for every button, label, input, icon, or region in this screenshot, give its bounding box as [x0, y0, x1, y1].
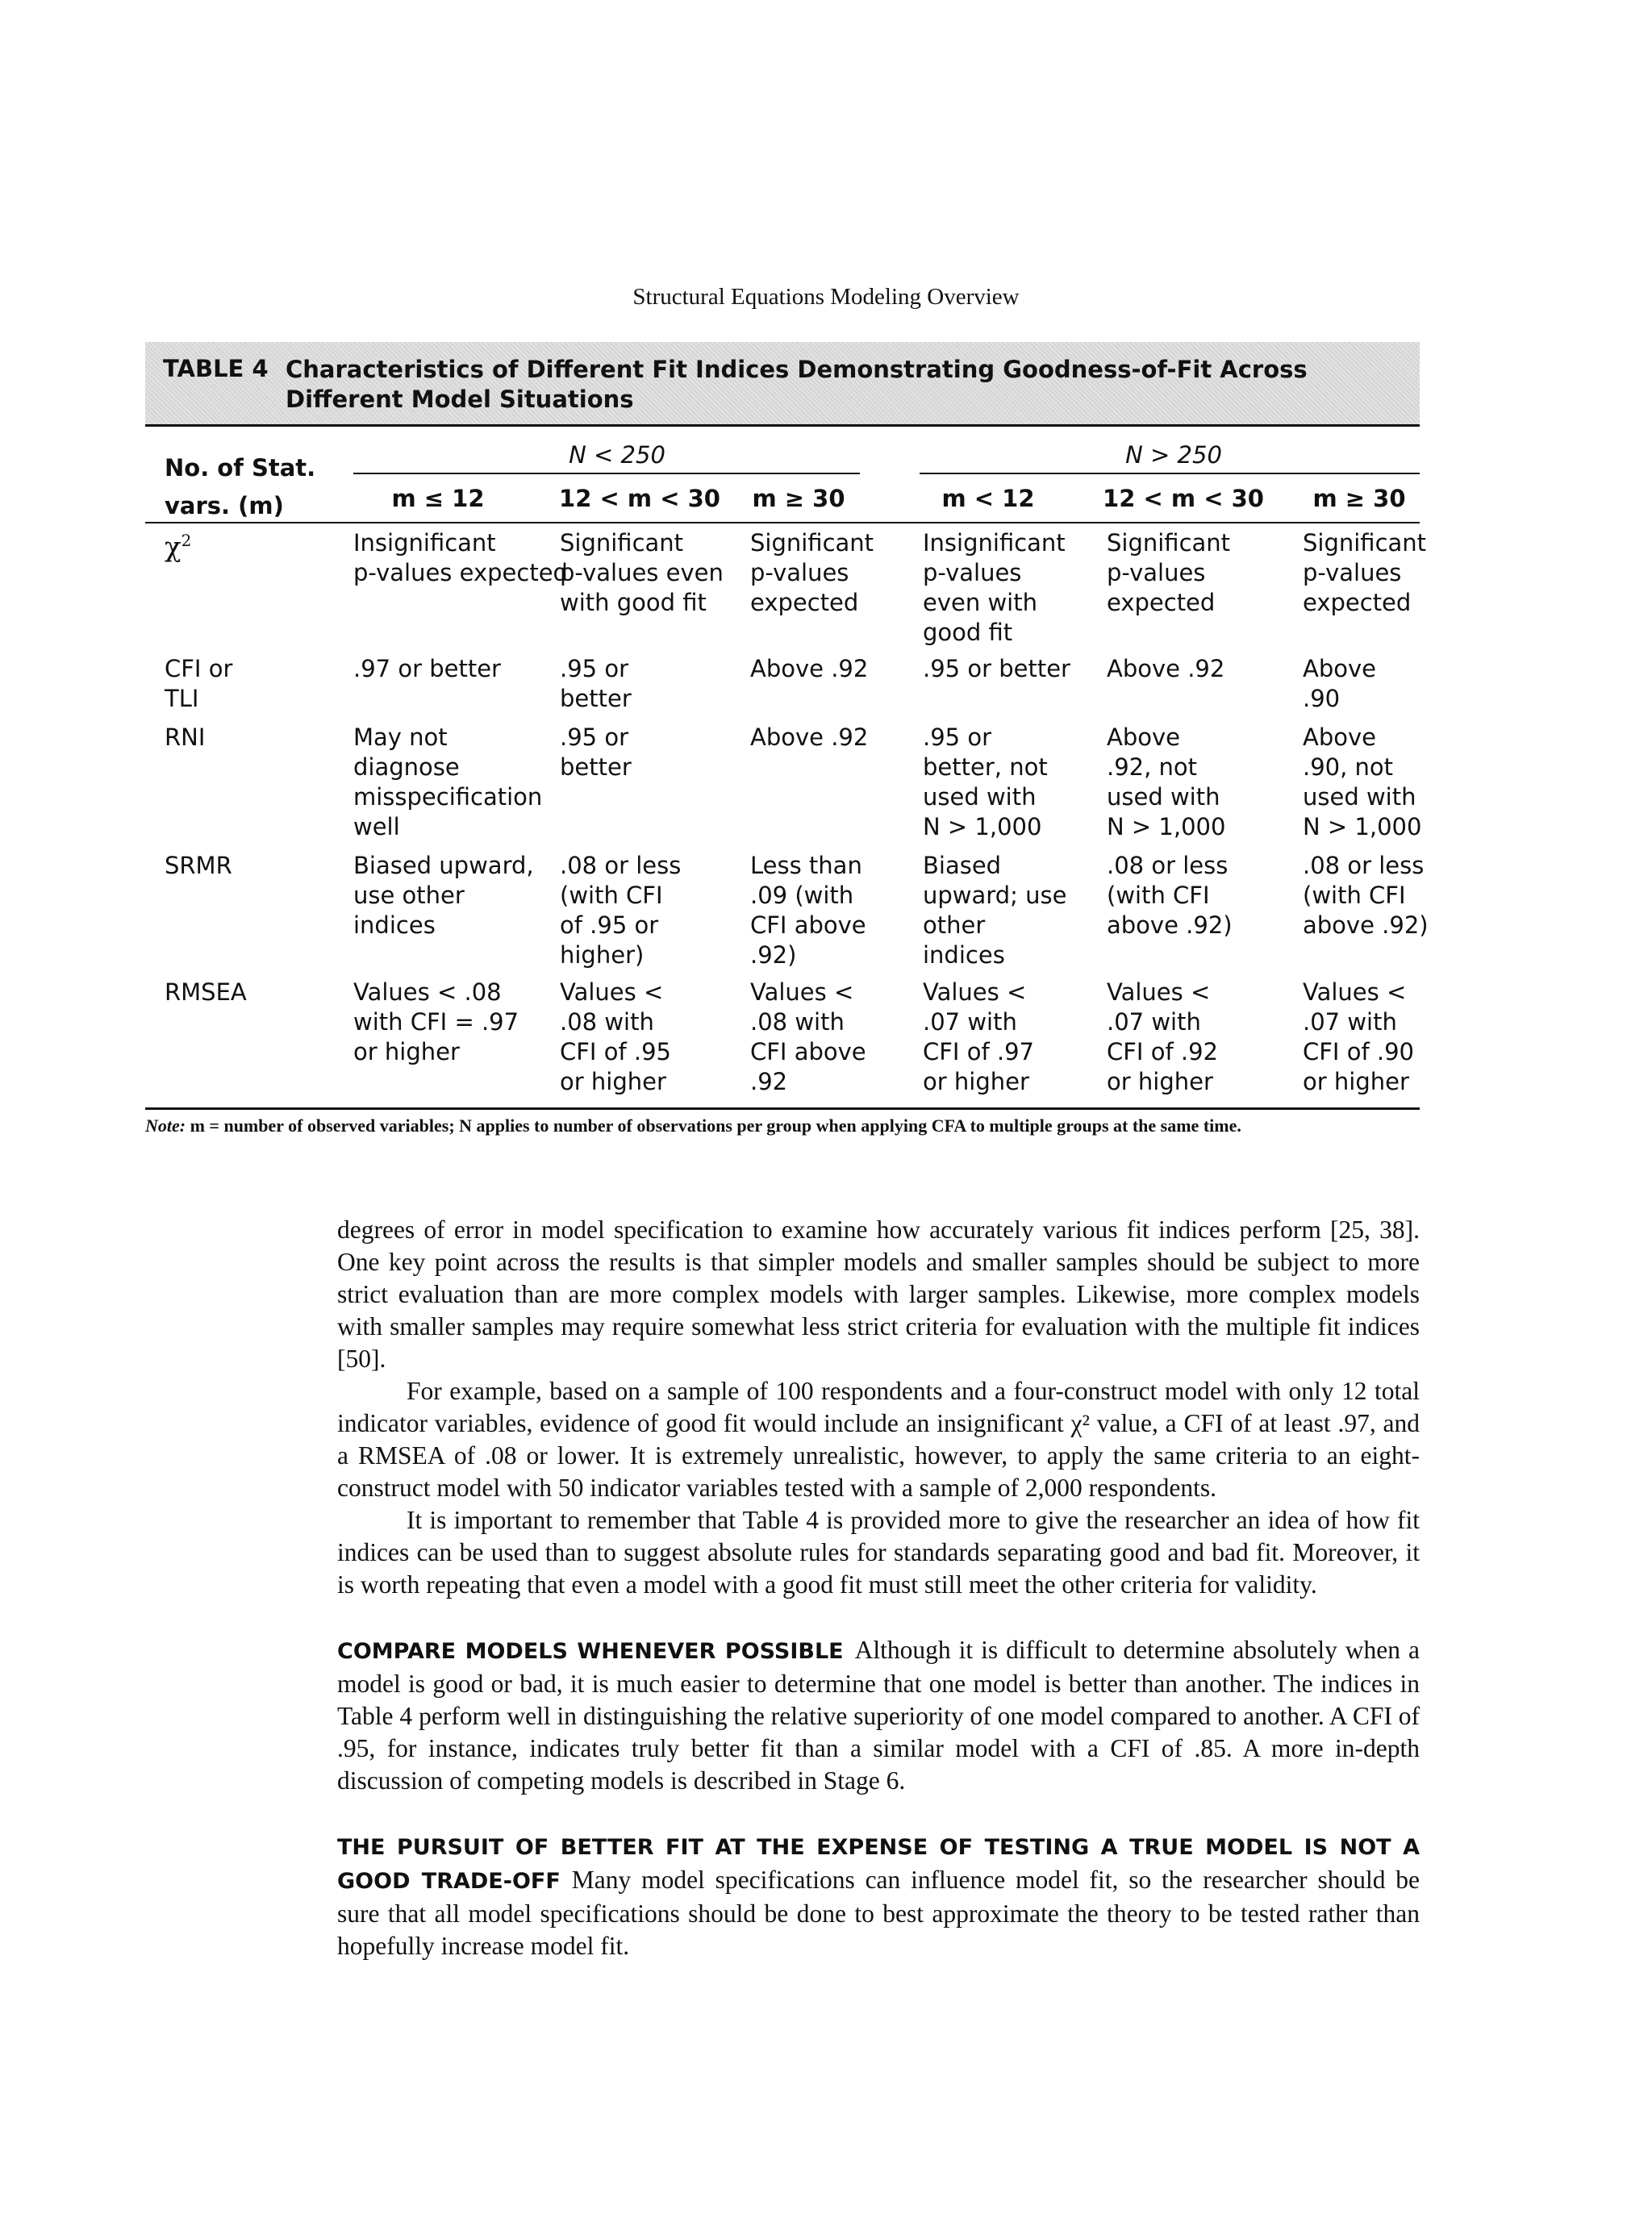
section-text-compare-models: Although it is difficult to determine absolutely when a model is good or bad, it is much easier to determine that one model is better than another. The indices in Table 4 perform well in distinguishing the relative superiority of one model compared to another. A CFI of .95, for instance, indicates truly better fit than a similar model with a CFI of .85. A more in-depth discussion of competing models is described in Stage 6.	[337, 1636, 1420, 1795]
group-header-rule-right	[920, 473, 1420, 474]
section-heading-compare-models: COMPARE MODELS WHENEVER POSSIBLE	[337, 1639, 844, 1664]
section-pursuit-better-fit	[337, 1830, 1420, 1962]
col-header-5: 12 < m < 30	[1103, 485, 1264, 512]
running-head: Structural Equations Modeling Overview	[632, 284, 1020, 310]
section-text-pursuit-better-fit: Many model specifications can influence model fit, so the researcher should be sure that all model specifications should be done to best approximate the theory to be tested rather than hopefully increase model fit.	[337, 1866, 1420, 1960]
row-label-rmsea: RMSEA	[165, 978, 247, 1006]
note-label: Note:	[145, 1115, 186, 1136]
paragraph-1: degrees of error in model specification to examine how accurately various fit indices perform [25, 38]. One key point across the results is that simpler models and smaller samples should be subject to more strict evaluation than are more complex models with larger samples. Likewise, more complex models with smaller samples may require somewhat less strict criteria for evaluation with the multiple fit indices [50].	[337, 1215, 1420, 1373]
table-cell: Above .90, not used with N > 1,000	[1303, 723, 1422, 840]
note-text: m = number of observed variables; N applies to number of observations per group when applying CFA to multiple groups at the same time.	[186, 1115, 1241, 1136]
col-header-2: 12 < m < 30	[559, 485, 720, 512]
table-cell: Above .92	[1107, 655, 1225, 682]
table-bottom-rule	[145, 1107, 1420, 1110]
stub-header	[165, 453, 315, 521]
chi-superscript: 2	[181, 531, 192, 550]
table-cell: Values < .08 with CFI = .97 or higher	[353, 978, 519, 1065]
table-cell: Above .92	[750, 655, 869, 682]
table-cell: Significant p-values expected	[750, 529, 874, 616]
table-caption: Characteristics of Different Fit Indices Demonstrating Goodness-of-Fit Across Different Model Situations	[286, 356, 1308, 413]
table-cell: Values < .08 with CFI of .95 or higher	[560, 978, 671, 1095]
table-cell: Above .92, not used with N > 1,000	[1107, 723, 1226, 840]
row-label-cfi-tli: CFI or TLI	[165, 655, 233, 712]
table-cell: Biased upward, use other indices	[353, 852, 534, 939]
table-cell: Biased upward; use other indices	[923, 852, 1067, 969]
section-compare-models	[337, 1634, 1420, 1797]
table-header-rule	[145, 522, 1420, 523]
table-cell: .08 or less (with CFI of .95 or higher)	[560, 852, 682, 969]
group-header-n-gt-250: N > 250	[1125, 441, 1222, 469]
paragraph-3: It is important to remember that Table 4 is provided more to give the researcher an idea of how fit indices can be used than to suggest absolute rules for standards separating good and bad fit. Moreover, it is worth repeating that even a model with a good fit must still meet the other criteria for validity.	[337, 1506, 1420, 1599]
table-note	[145, 1115, 1436, 1136]
table-cell: Above .92	[750, 723, 869, 751]
body-text	[337, 1214, 1420, 1962]
row-label-srmr: SRMR	[165, 852, 232, 879]
stub-header-line1: No. of Stat.	[165, 454, 316, 482]
table-cell: Significant p-values even with good fit	[560, 529, 724, 616]
table-label: TABLE 4	[163, 355, 269, 382]
group-header-rule-left	[353, 473, 860, 474]
paragraph-2: For example, based on a sample of 100 respondents and a four-construct model with only 12 total indicator variables, evidence of good fit would include an insignificant χ² value, a CFI of at least .97, and a RMSEA of .08 or lower. It is extremely unrealistic, however, to apply the same criteria to an eight-construct model with 50 indicator variables tested with a sample of 2,000 respondents.	[337, 1377, 1420, 1502]
row-label-rni: RNI	[165, 723, 206, 751]
table-cell: .95 or better	[923, 655, 1070, 682]
table-cell: Values < .07 with CFI of .90 or higher	[1303, 978, 1414, 1095]
table-cell: May not diagnose misspecification well	[353, 723, 543, 840]
section-heading-pursuit-better-fit: THE PURSUIT OF BETTER FIT AT THE EXPENSE OF TESTING A TRUE MODEL IS NOT A GOOD TRADE-OFF	[337, 1835, 1420, 1894]
table-cell: .95 or better, not used with N > 1,000	[923, 723, 1048, 840]
table-cell: Values < .07 with CFI of .92 or higher	[1107, 978, 1218, 1095]
col-header-4: m < 12	[941, 485, 1035, 512]
table-cell: .95 or better	[560, 723, 632, 781]
table-cell: Insignificant p-values expected	[353, 529, 568, 586]
table-cell: Significant p-values expected	[1303, 529, 1427, 616]
stub-header-line2: vars. (m)	[165, 492, 284, 519]
table-cell: Significant p-values expected	[1107, 529, 1231, 616]
table-cell: .97 or better	[353, 655, 501, 682]
table-cell: Values < .08 with CFI above .92	[750, 978, 866, 1095]
table-top-rule	[145, 424, 1420, 427]
chi-symbol: χ	[165, 531, 181, 564]
table-cell: Less than .09 (with CFI above .92)	[750, 852, 866, 969]
table-cell: .95 or better	[560, 655, 632, 712]
col-header-6: m ≥ 30	[1312, 485, 1406, 512]
group-header-n-lt-250: N < 250	[569, 441, 665, 469]
col-header-3: m ≥ 30	[752, 485, 845, 512]
table-title-banner	[145, 342, 1420, 424]
col-header-1: m ≤ 12	[391, 485, 485, 512]
table-cell: .08 or less (with CFI above .92)	[1107, 852, 1233, 939]
table-cell: Insignificant p-values even with good fit	[923, 529, 1066, 646]
row-label-chi-square	[165, 526, 191, 562]
table-cell: Values < .07 with CFI of .97 or higher	[923, 978, 1034, 1095]
table-cell: Above .90	[1303, 655, 1376, 712]
table-cell: .08 or less (with CFI above .92)	[1303, 852, 1429, 939]
